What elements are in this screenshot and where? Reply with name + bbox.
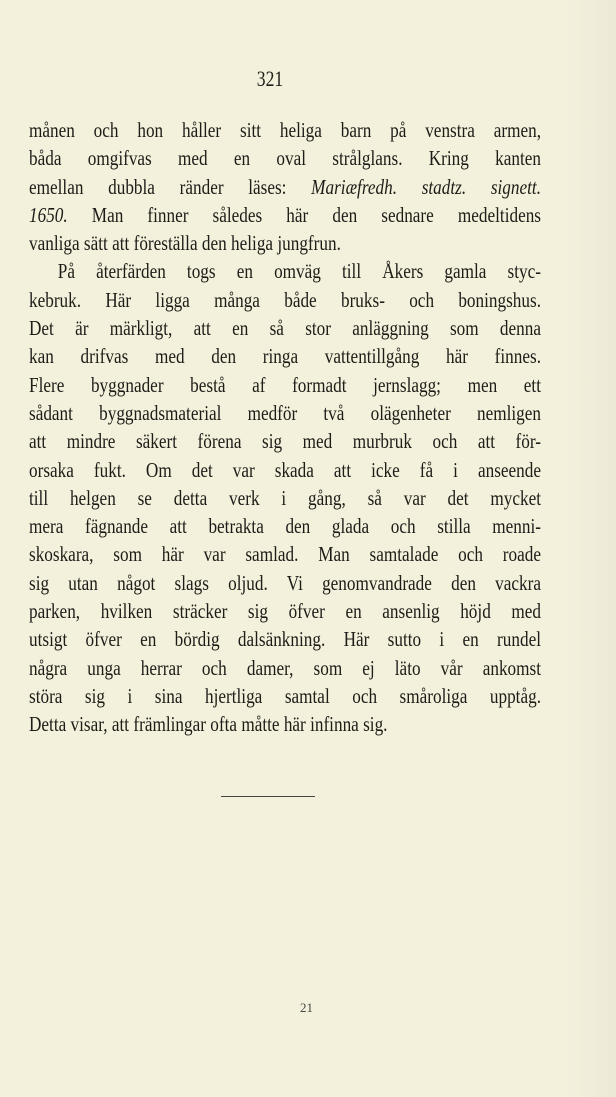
text-line xyxy=(29,314,541,342)
line-text: emellan dubbla ränder läses: xyxy=(29,174,312,199)
line-text: vanliga sätt att föreställa den heliga jungfrun. xyxy=(29,231,341,256)
line-text: att mindre säkert förena sig med murbruk och att för- xyxy=(29,429,541,454)
section-divider xyxy=(221,796,315,797)
line-text: skoskara, som här var samlad. Man samtalade och roade xyxy=(29,542,541,567)
line-text: störa sig i sina hjertliga samtal och småroliga upptåg. xyxy=(29,683,541,708)
line-text: Flere byggnader bestå af formadt jernslagg; men ett xyxy=(29,372,541,397)
text-line xyxy=(29,682,541,710)
text-line xyxy=(29,540,541,568)
text-line xyxy=(29,569,541,597)
text-line xyxy=(29,484,541,512)
text-line xyxy=(29,257,541,285)
body-text xyxy=(29,116,616,739)
line-text: båda omgifvas med en oval strålglans. Kring kanten xyxy=(29,146,541,171)
text-line xyxy=(29,286,541,314)
line-text: sådant byggnadsmaterial medför två olägenheter nemligen xyxy=(29,400,541,425)
line-text: månen och hon håller sitt heliga barn på venstra armen, xyxy=(29,118,541,142)
line-text: till helgen se detta verk i gång, så var det mycket xyxy=(29,485,541,510)
line-text: parken, hvilken sträcker sig öfver en ansenlig höjd med xyxy=(29,599,541,624)
text-line xyxy=(29,654,541,682)
line-text: Detta visar, att främlingar ofta måtte här infinna sig. xyxy=(29,712,388,737)
text-line xyxy=(29,371,541,399)
line-text: Man finner således här den sednare medeltidens xyxy=(67,202,541,227)
text-line xyxy=(29,710,541,738)
line-text: kebruk. Här ligga många både bruks- och boningshus. xyxy=(29,287,541,312)
text-line xyxy=(29,173,541,201)
text-line xyxy=(29,625,541,653)
line-text: mera fägnande att betrakta den glada och stilla menni- xyxy=(29,514,541,539)
text-line xyxy=(29,399,541,427)
signature-mark: 21 xyxy=(300,1000,313,1015)
line-text: sig utan något slags oljud. Vi genomvandrade den vackra xyxy=(29,570,541,595)
page-number: 321 xyxy=(256,66,284,91)
line-text: orsaka fukt. Om det var skada att icke få i anseende xyxy=(29,457,541,482)
line-text: På återfärden togs en omväg till Åkers gamla styc- xyxy=(57,259,542,284)
text-line xyxy=(29,456,541,484)
text-line xyxy=(29,229,541,257)
line-text: utsigt öfver en bördig dalsänkning. Här sutto i en rundel xyxy=(29,627,541,652)
text-line xyxy=(29,597,541,625)
text-line xyxy=(29,427,541,455)
text-line xyxy=(29,342,541,370)
text-line xyxy=(29,116,541,144)
italic-year: 1650. xyxy=(29,202,68,227)
line-text: Det är märkligt, att en så stor anläggning som denna xyxy=(29,316,541,341)
text-line xyxy=(29,512,541,540)
text-line xyxy=(29,144,541,172)
text-line xyxy=(29,201,541,229)
line-text: några unga herrar och damer, som ej läto vår ankomst xyxy=(29,655,541,680)
italic-inscription: Mariæfredh. stadtz. signett. xyxy=(311,174,541,199)
line-text: kan drifvas med den ringa vattentillgång här finnes. xyxy=(29,344,541,369)
